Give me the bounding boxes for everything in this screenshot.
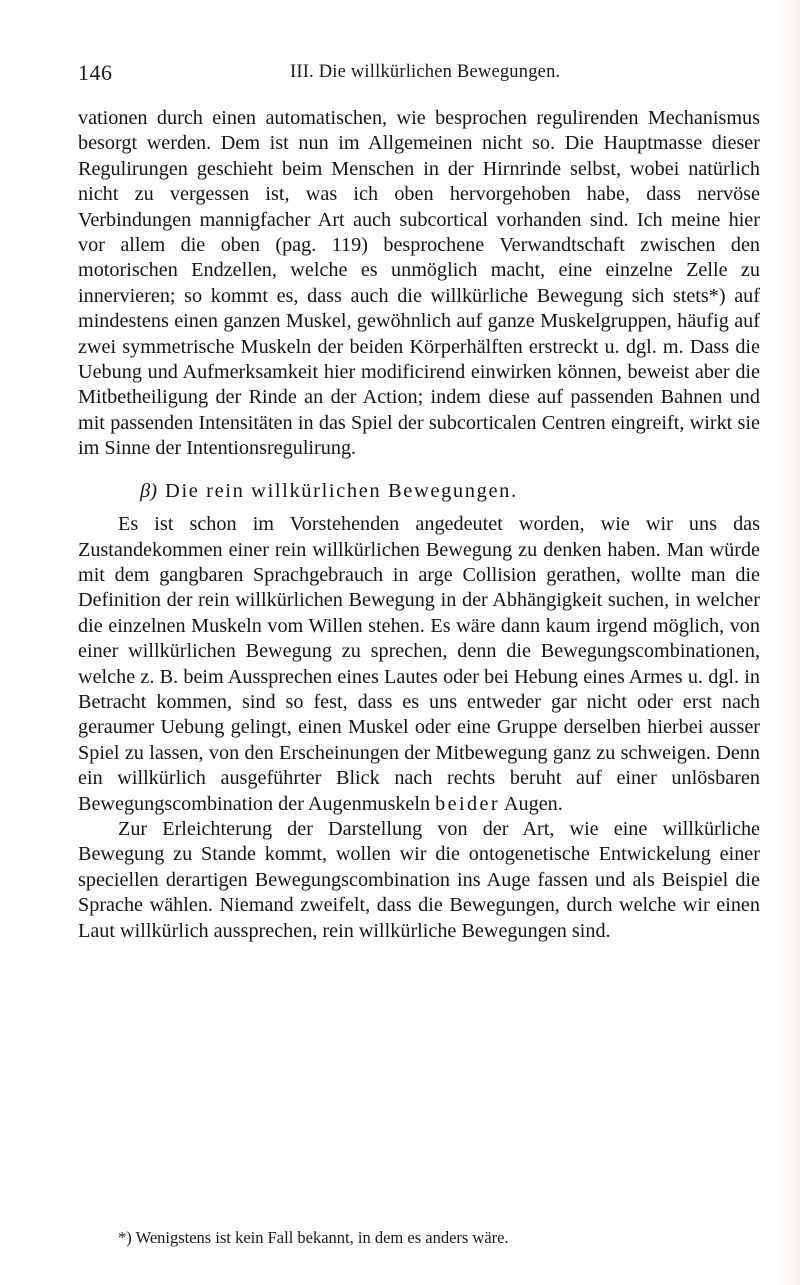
running-head: III. Die willkürlichen Bewegungen. xyxy=(290,62,561,82)
paragraph-1: vationen durch einen automatischen, wie besprochen regulirenden Mechanismus besorgt werden. Dem ist nun im Allgemeinen nicht so. Die Hauptmasse dieser Regulirungen geschieht beim Menschen in der Hirnrinde selbst, wobei natürlich nicht zu vergessen ist, was ich oben hervorgehoben habe, dass nervöse Verbindungen mannigfacher Art auch subcortical vorhanden sind. Ich meine hier vor allem die oben (pag. 119) besprochene Verwandtschaft zwischen den motorischen Endzellen, welche es unmöglich macht, eine einzelne Zelle zu innervieren; so kommt es, dass auch die willkürliche Bewegung sich stets*) auf mindestens einen ganzen Muskel, gewöhnlich auf ganze Muskelgruppen, häufig auf zwei symmetrische Muskeln der beiden Körperhälften erstreckt u. dgl. m. Dass die Uebung und Aufmerksamkeit hier modificirend einwirken können, beweist aber die Mitbetheiligung der Rinde an der Action; indem diese auf passenden Bahnen und mit passenden Intensitäten in das Spiel der subcorticalen Centren eingreift, wirkt sie im Sinne der Intentionsregulirung. xyxy=(78,107,760,460)
section-marker: β) xyxy=(140,479,158,502)
paragraph-2-text: Es ist schon im Vorstehenden angedeutet worden, wie wir uns das Zustandekommen einer rein willkürlichen Bewegung zu denken haben. Man würde mit dem gangbaren Sprachgebrauch in arge Collision gerathen, wollte man die Definition der rein willkürlichen Bewegung in der Abhängigkeit suchen, in welcher die einzelnen Muskeln vom Willen stehen. Es wäre dann kaum irgend möglich, von einer willkürlichen Bewegung zu sprechen, denn die Bewegungscombinationen, welche z. B. beim Aussprechen eines Lautes oder bei Hebung eines Armes u. dgl. in Betracht kommen, sind so fest, dass es uns entweder gar nicht oder erst nach geraumer Uebung gelingt, einen Muskel oder eine Gruppe derselben hierbei ausser Spiel zu lassen, von den Erscheinungen der Mitbewegung ganz zu schweigen. Denn ein willkürlich ausgeführter Blick nach rechts beruht auf einer unlösbaren Bewegungscombination der Augenmuskeln xyxy=(78,513,760,815)
paragraph-2-end: Augen. xyxy=(503,792,563,815)
section-title: Die rein willkürlichen Bewegungen. xyxy=(165,479,518,502)
page-number: 146 xyxy=(78,60,113,85)
page-edge-shade xyxy=(778,0,800,1285)
body-text xyxy=(78,106,760,944)
section-heading xyxy=(78,479,760,504)
paragraph-3: Zur Erleichterung der Darstellung von der Art, wie eine willkürliche Bewegung zu Stande kommt, wollen wir die ontogenetische Entwickelung einer speciellen derartigen Bewegungscombination ins Auge fassen und als Beispiel die Sprache wählen. Niemand zweifelt, dass die Bewegungen, durch welche wir einen Laut willkürlich aussprechen, rein willkürliche Bewegungen sind. xyxy=(78,817,760,942)
page-header xyxy=(78,60,758,90)
emphasis-beider: beider xyxy=(435,792,500,815)
footnote: *) Wenigstens ist kein Fall bekannt, in dem es anders wäre. xyxy=(118,1228,509,1247)
paragraph-2 xyxy=(78,512,760,817)
